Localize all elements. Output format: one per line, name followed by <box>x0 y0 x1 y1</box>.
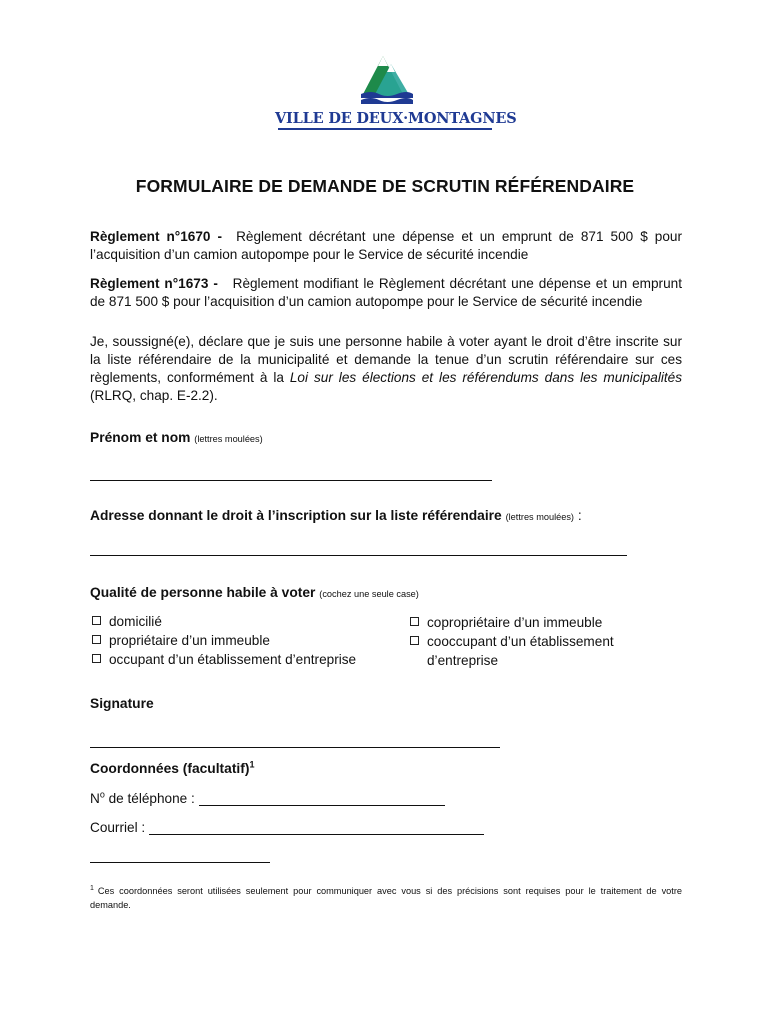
city-logo <box>275 50 517 136</box>
bylaw-1670-text: Règlement décrétant une dépense et un emprunt de 871 500 $ pour l’acquisition d’un camion autopompe pour le Service de sécurité incendie <box>90 229 683 262</box>
coordonnees-label: Coordonnées (facultatif) <box>90 761 250 776</box>
footnote-separator <box>90 862 270 863</box>
option-label: occupant d’un établissement d’entreprise <box>109 652 357 667</box>
qualite-label: Qualité de personne habile à voter <box>90 585 316 600</box>
law-title: Loi sur les élections et les référendums dans les municipalités <box>289 370 682 385</box>
coordonnees-footnote-mark: 1 <box>249 759 255 770</box>
bylaw-1673-text: Règlement modifiant le Règlement décrétant une dépense et un emprunt de 871 500 $ pour l’acquisition d’un camion autopompe pour le Service de sécurité incendie <box>90 276 682 309</box>
option-label: copropriétaire d’un immeuble <box>427 615 603 630</box>
city-logo-text: VILLE DE DEUX·MONTAGNES <box>275 110 517 127</box>
option-label: domicilié <box>109 614 162 629</box>
form-title: FORMULAIRE DE DEMANDE DE SCRUTIN RÉFÉRENDAIRE <box>135 176 635 196</box>
phone-field <box>90 791 445 806</box>
option-label: propriétaire d’un immeuble <box>109 633 270 648</box>
bylaw-1673 <box>90 275 682 311</box>
checkbox-occupant[interactable] <box>92 654 101 663</box>
name-label: Prénom et nom <box>90 430 191 445</box>
footnote-text: Ces coordonnées seront utilisées seulement pour communiquer avec vous si des précisions sont requises pour le traitement de votre demande. <box>90 886 682 910</box>
address-hint: (lettres moulées) <box>505 512 574 522</box>
option-cooccupant[interactable] <box>408 632 633 670</box>
name-hint: (lettres moulées) <box>194 434 263 444</box>
name-field-label <box>90 430 263 445</box>
qualite-options-right <box>408 613 633 670</box>
qualite-options-left <box>90 612 390 669</box>
phone-prefix: N <box>90 791 100 806</box>
declaration-text-start: Je, soussigné(e), déclare que je suis une personne habile à voter ayant le droit d’être inscrite sur la liste référendaire de la municipalité et demande la tenue d’un scrutin référendaire sur ces règlements, conformément à la <box>90 334 682 385</box>
signature-label: Signature <box>90 696 154 711</box>
option-domicilie[interactable] <box>90 612 390 631</box>
mountains-logo-icon <box>357 50 413 106</box>
option-occupant[interactable] <box>90 650 390 669</box>
declaration-text-end: (RLRQ, chap. E-2.2). <box>90 388 218 403</box>
option-coproprietaire[interactable] <box>408 613 633 632</box>
bylaw-1670-number: Règlement n°1670 - <box>90 229 223 244</box>
checkbox-coproprietaire[interactable] <box>410 617 419 626</box>
bylaw-1673-number: Règlement n°1673 - <box>90 276 218 291</box>
option-label: cooccupant d’un établissement d’entreprise <box>427 634 614 668</box>
checkbox-domicilie[interactable] <box>92 616 101 625</box>
phone-prefix-sup: o <box>99 789 105 800</box>
signature-line[interactable] <box>90 747 500 748</box>
qualite-label-row <box>90 585 419 600</box>
email-field <box>90 820 484 835</box>
declaration-paragraph <box>90 333 682 405</box>
logo-underline <box>278 128 492 130</box>
phone-label: de téléphone : <box>104 791 195 806</box>
email-label: Courriel : <box>90 820 146 835</box>
footnote-mark: 1 <box>90 884 94 892</box>
coordonnees-heading <box>90 761 254 776</box>
option-proprietaire[interactable] <box>90 631 390 650</box>
qualite-hint: (cochez une seule case) <box>319 589 419 599</box>
checkbox-proprietaire[interactable] <box>92 635 101 644</box>
bylaw-1670 <box>90 228 682 264</box>
address-label: Adresse donnant le droit à l’inscription sur la liste référendaire <box>90 508 502 523</box>
footnote <box>90 884 682 912</box>
checkbox-cooccupant[interactable] <box>410 636 419 645</box>
address-field-label <box>90 508 582 523</box>
address-input-line[interactable] <box>90 555 627 556</box>
address-colon: : <box>577 508 582 523</box>
email-input-line[interactable] <box>149 820 484 835</box>
name-input-line[interactable] <box>90 480 492 481</box>
phone-input-line[interactable] <box>199 791 445 806</box>
